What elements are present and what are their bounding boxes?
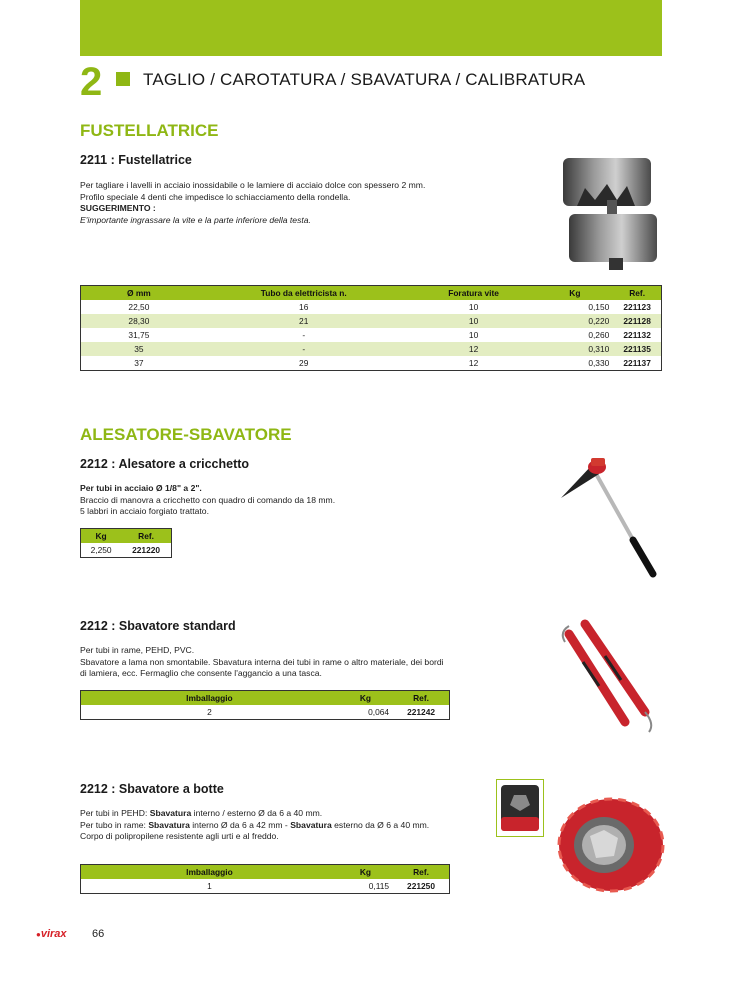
col-header: Kg [338,691,393,706]
desc-line: Braccio di manovra a cricchetto con quadro di comando da 18 mm. [80,494,336,505]
desc-line: Profilo speciale 4 denti che impedisce lo schiacciamento della rondella. [80,191,351,202]
barrel-deburrer-thumbnail [496,779,544,837]
desc-line [80,808,429,820]
cell: 10 [468,330,479,340]
col-header: Ø mm [81,286,197,301]
brand-name: virax [40,928,67,940]
cell: 37 [134,358,144,368]
chapter-number: 2 [80,60,103,104]
table-2212-alesatore [80,528,172,558]
desc-tip-text: E'importante ingrassare la vite e la parte inferiore della testa. [80,214,311,225]
cell: 221220 [132,545,161,555]
cell: - [302,330,306,340]
cell: 0,220 [537,314,614,328]
table-header [81,865,450,880]
table-row [81,879,450,894]
standard-deburrer-image [555,612,665,742]
section-title-alesatore: ALESATORE-SBAVATORE [80,425,292,444]
section-title-fustellatrice: FUSTELLATRICE [80,121,219,140]
hole-punch-image [555,150,665,275]
table-row [81,705,450,720]
table-2211 [80,285,662,371]
ratchet-reamer-image [555,450,665,580]
text-span: Sbavatura [290,819,332,830]
logo-dot: ● [36,930,41,939]
desc-line: di lamiera, ecc. Fermaglio che consente l'aggancio a una tasca. [80,668,322,679]
top-color-bar [80,0,662,56]
cell: 0,330 [588,358,610,368]
col-header: Ref. [121,529,171,544]
cell: 0,115 [368,881,390,891]
col-header: Imballaggio [81,865,338,880]
product-title-2211: 2211 : Fustellatrice [80,153,192,167]
text-span: interno / esterno Ø da 6 a 40 mm. [191,808,323,818]
desc-line: Corpo di polipropilene resistente agli urti e al freddo. [80,831,279,842]
desc-tip-label: SUGGERIMENTO : [80,203,156,214]
table-header [81,691,450,706]
product-description-2212-standard [80,645,444,680]
cell: 16 [299,302,309,312]
desc-line: 5 labbri in acciaio forgiato trattato. [80,506,209,517]
col-header: Ref. [393,865,449,880]
cell: 10 [411,314,537,328]
table-row [81,314,662,328]
product-title-2212-botte: 2212 : Sbavatore a botte [80,782,224,796]
cell: 221132 [623,330,651,340]
col-header: Foratura vite [411,286,537,301]
desc-line [80,820,429,832]
text-span: Sbavatura [148,819,190,830]
cell: 12 [411,342,537,356]
col-header: Kg [81,529,122,544]
cell: 29 [299,358,309,368]
barrel-deburrer-image [556,790,666,900]
col-header: Imballaggio [81,691,338,706]
cell: 221128 [613,314,661,328]
col-header: Kg [537,286,614,301]
desc-line: Sbavatore a lama non smontabile. Sbavatura interna dei tubi in rame o altro materiale, dei bordi [80,656,444,667]
table-row [81,300,662,314]
desc-line: Per tubi in rame, PEHD, PVC. [80,645,195,655]
col-header: Ref. [393,691,449,706]
desc-line: Per tagliare i lavelli in acciaio inossidabile o le lamiere di acciaio dolce con spessero 2 mm. [80,180,426,190]
cell: - [197,342,411,356]
col-header: Ref. [613,286,661,301]
text-span: Per tubi in PEHD: [80,808,150,818]
cell: 0,310 [537,342,614,356]
cell: 35 [81,342,197,356]
cell: 28,30 [81,314,197,328]
table-header [81,529,172,544]
cell: 221123 [623,302,651,312]
cell: 2,250 [90,545,112,555]
cell: 0,064 [368,707,390,717]
text-span: esterno da Ø 6 a 40 mm. [331,819,430,830]
cell: 1 [207,881,212,891]
product-title-2212-standard: 2212 : Sbavatore standard [80,619,236,633]
cell: 0,260 [588,330,610,340]
cell: 2 [207,707,212,717]
table-2212-botte [80,864,450,894]
page-number: 66 [92,928,105,940]
text-span: Per tubo in rame: [80,819,149,830]
cell: 22,50 [128,302,150,312]
cell: 221242 [407,707,436,717]
cell: 0,150 [588,302,610,312]
product-description-2212-botte [80,808,429,843]
cell: 221250 [407,881,435,891]
brand-logo [36,928,67,940]
chapter-square-marker [116,72,130,86]
cell: 221135 [613,342,661,356]
cell: 10 [468,302,479,312]
product-title-2212-alesatore: 2212 : Alesatore a cricchetto [80,457,250,471]
table-row [81,328,662,342]
table-row [81,543,172,558]
col-header: Kg [338,865,393,880]
table-row [81,342,662,356]
cell: 12 [468,358,479,368]
text-span: interno Ø da 6 a 42 mm - [189,819,291,830]
product-description-2212-alesatore [80,483,335,518]
table-2212-standard [80,690,450,720]
col-header: Tubo da elettricista n. [197,286,411,301]
cell: 31,75 [128,330,150,340]
desc-line: Per tubi in acciaio Ø 1/8" a 2". [80,483,202,493]
text-span: Sbavatura [149,808,192,818]
cell: 21 [197,314,411,328]
table-row [81,356,662,371]
cell: 221137 [623,358,651,368]
table-header [81,286,662,301]
chapter-title: TAGLIO / CAROTATURA / SBAVATURA / CALIBRATURA [143,70,586,89]
product-description-2211 [80,180,425,226]
